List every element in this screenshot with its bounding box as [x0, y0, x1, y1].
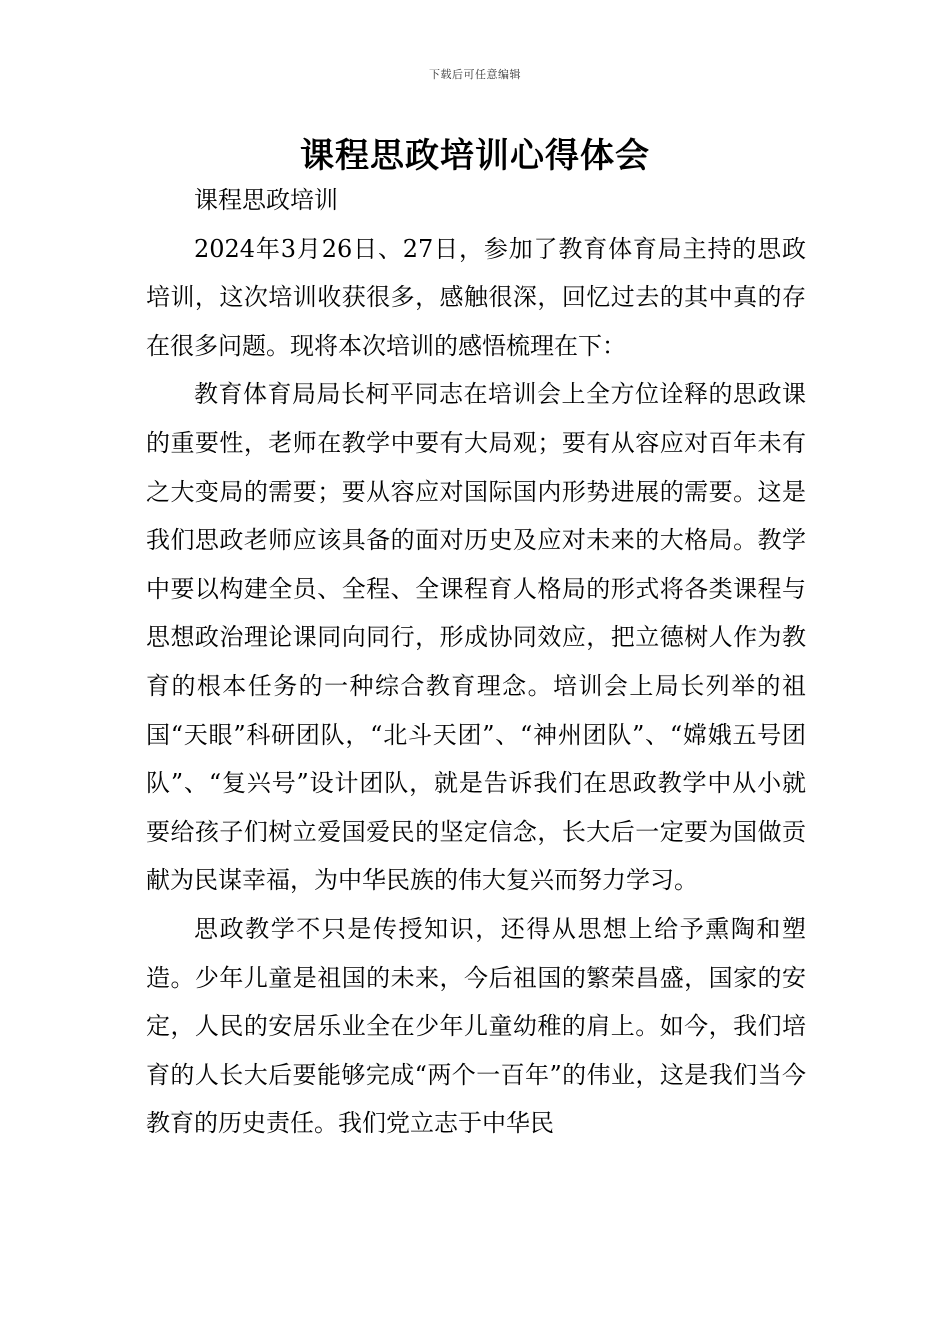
header-note: 下载后可任意编辑: [429, 68, 521, 81]
document-body: [146, 176, 806, 1148]
document-title: 课程思政培训心得体会: [300, 136, 650, 176]
paragraph-subtitle: 课程思政培训: [194, 186, 338, 214]
paragraph: 教育体育局局长柯平同志在培训会上全方位诠释的思政课的重要性，老师在教学中要有大局观；要有从容应对百年未有之大变局的需要；要从容应对国际国内形势进展的需要。这是我们思政老师应该具备的面对历史及应对未来的大格局。教学中要以构建全员、全程、全课程育人格局的形式将各类课程与思想政治理论课同向同行，形成协同效应，把立德树人作为教育的根本任务的一种综合教育理念。培训会上局长列举的祖国“天眼”科研团队，“北斗天团”、“神州团队”、“嫦娥五号团队”、“复兴号”设计团队，就是告诉我们在思政教学中从小就要给孩子们树立爱国爱民的坚定信念，长大后一定要为国做贡献为民谋幸福，为中华民族的伟大复兴而努力学习。: [146, 380, 806, 895]
paragraph: 2024年3月26日、27日，参加了教育体育局主持的思政培训，这次培训收获很多，感触很深，回忆过去的其中真的存在很多问题。现将本次培训的感悟梳理在下：: [146, 234, 806, 360]
paragraph: 思政教学不只是传授知识，还得从思想上给予熏陶和塑造。少年儿童是祖国的未来，今后祖国的繁荣昌盛，国家的安定，人民的安居乐业全在少年儿童幼稚的肩上。如今，我们培育的人长大后要能够完成“两个一百年”的伟业，这是我们当今教育的历史责任。我们党立志于中华民: [146, 914, 806, 1138]
